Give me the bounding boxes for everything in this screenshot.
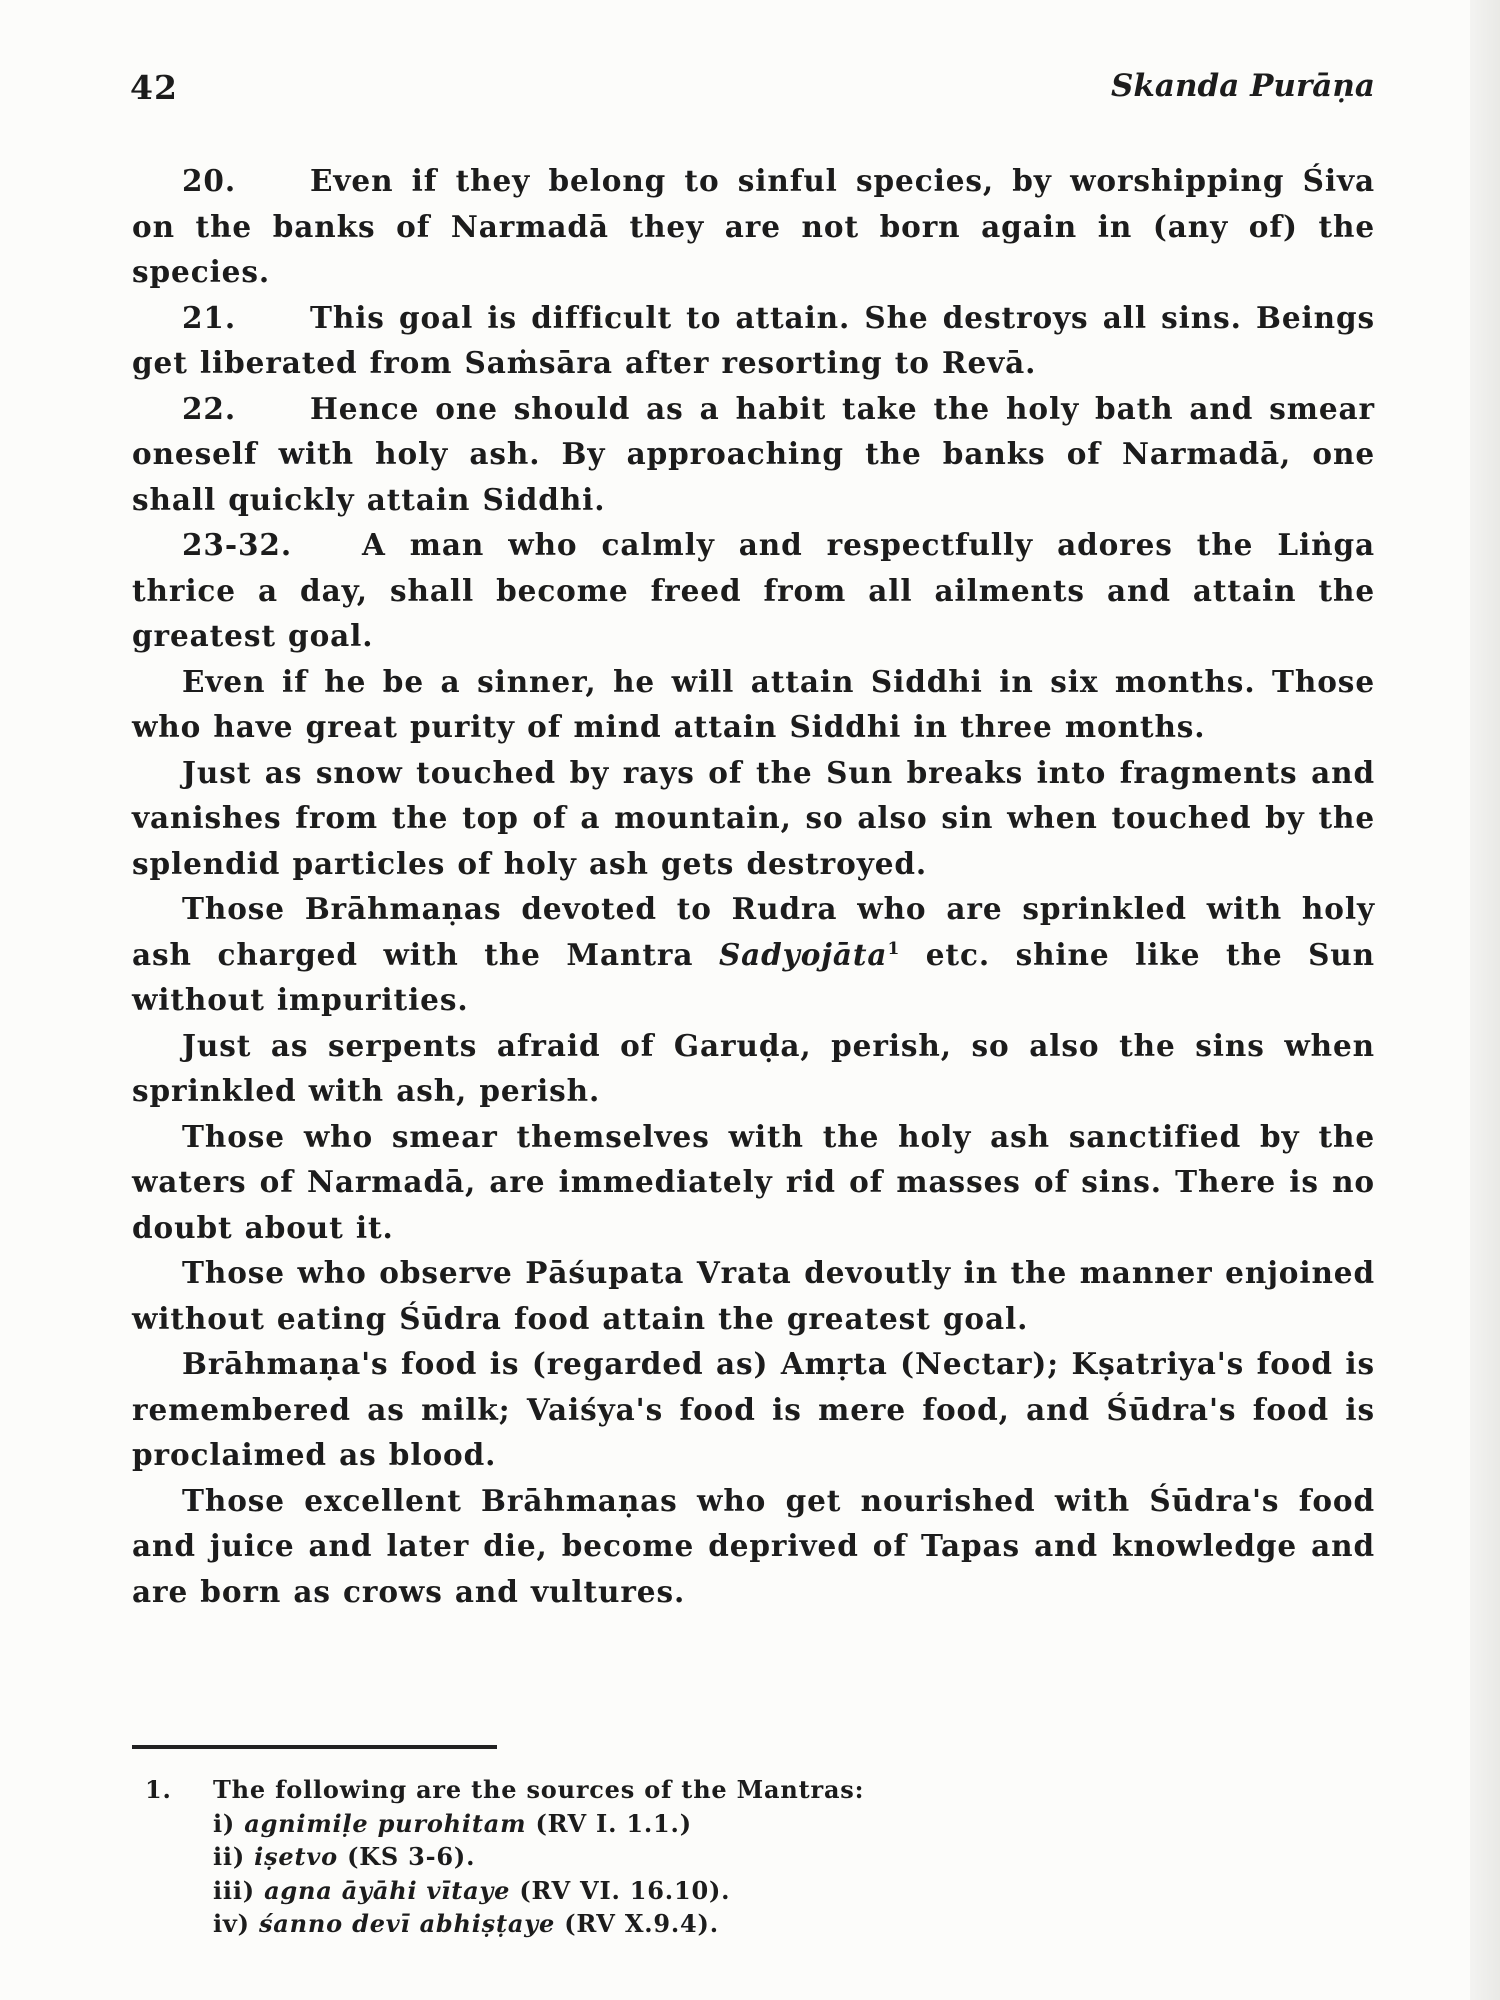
verse-number: 21. — [182, 299, 237, 335]
footnote-item — [145, 1840, 1245, 1874]
verse-text: Those who smear themselves with the holy ash sanctified by the waters of Narmadā, are immediately rid of masses of sins. There is no doubt about it. — [132, 1118, 1375, 1245]
page-number: 42 — [130, 68, 178, 107]
footnote-item — [145, 1807, 1245, 1841]
verse-text: Even if he be a sinner, he will attain Siddhi in six months. Those who have great purity of mind attain Siddhi in three months. — [132, 663, 1375, 744]
verse-paragraph — [132, 886, 1375, 1023]
footnote-source: (RV VI. 16.10). — [519, 1875, 731, 1905]
footnote-item-label: ii) — [213, 1842, 245, 1871]
footnote-item-label: iii) — [213, 1875, 255, 1905]
verse-paragraph — [132, 659, 1375, 750]
footnotes — [145, 1773, 1245, 1941]
footnote-mantra: agna āyāhi vītaye — [264, 1875, 511, 1905]
verse-paragraph — [132, 386, 1375, 523]
verse-text: etc. shine like the Sun without impurities. — [132, 936, 1375, 1017]
verse-text: Those excellent Brāhmaṇas who get nourished with Śūdra's food and juice and later die, become deprived of Tapas and knowledge and are born as crows and vultures. — [132, 1482, 1375, 1609]
verse-text: Hence one should as a habit take the holy bath and smear oneself with holy ash. By approaching the banks of Narmadā, one shall quickly attain Siddhi. — [132, 390, 1375, 517]
verse-number: 23-32. — [182, 527, 293, 562]
footnote-item — [145, 1907, 1245, 1941]
footnote-item-label: i) — [213, 1808, 236, 1838]
verse-text: Just as serpents afraid of Garuḍa, perish, so also the sins when sprinkled with ash, perish. — [132, 1027, 1375, 1108]
verse-paragraph — [132, 750, 1375, 887]
verse-number: 20. — [182, 163, 237, 198]
footnote-intro: The following are the sources of the Mantras: — [213, 1775, 865, 1804]
verse-text: Just as snow touched by rays of the Sun breaks into fragments and vanishes from the top of a mountain, so also sin when touched by the splendid particles of holy ash gets destroyed. — [132, 754, 1375, 881]
body-text — [132, 158, 1375, 1614]
page-header — [130, 68, 1375, 120]
mantra-name: Sadyojāta — [718, 936, 888, 972]
footnote-divider — [132, 1745, 497, 1749]
verse-paragraph — [132, 158, 1375, 295]
footnote-mantra: śanno devī abhiṣṭaye — [258, 1909, 556, 1938]
footnote-mantra: iṣetvo — [254, 1842, 338, 1871]
footnote-source: (RV I. 1.1.) — [535, 1808, 692, 1838]
footnote-mantra: agnimiḷe purohitam — [244, 1808, 527, 1838]
verse-number: 22. — [182, 390, 237, 426]
running-title: Skanda Purāṇa — [1111, 68, 1375, 104]
verse-text: A man who calmly and respectfully adores the Liṅga thrice a day, shall become freed from all ailments and attain the greatest goal. — [132, 527, 1375, 653]
verse-text: Those who observe Pāśupata Vrata devoutly in the manner enjoined without eating Śūdra food attain the greatest goal. — [132, 1255, 1375, 1336]
footnote-reference[interactable]: 1 — [887, 938, 901, 959]
footnote-item — [145, 1874, 1245, 1908]
footnote-source: (RV X.9.4). — [564, 1909, 719, 1938]
verse-paragraph — [132, 1023, 1375, 1114]
verse-paragraph — [132, 1478, 1375, 1615]
verse-text: Even if they belong to sinful species, by worshipping Śiva on the banks of Narmadā they are not born again in (any of) the species. — [132, 163, 1375, 289]
footnote-source: (KS 3-6). — [347, 1842, 476, 1871]
footnote-item-label: iv) — [213, 1909, 250, 1938]
verse-text: Those Brāhmaṇas devoted to Rudra who are sprinkled with holy ash charged with the Mantra — [132, 891, 1375, 972]
verse-paragraph — [132, 522, 1375, 659]
verse-text: This goal is difficult to attain. She destroys all sins. Beings get liberated from Saṁsāra after resorting to Revā. — [132, 299, 1375, 380]
footnote-heading — [145, 1773, 1245, 1807]
verse-paragraph — [132, 295, 1375, 386]
verse-text: Brāhmaṇa's food is (regarded as) Amṛta (Nectar); Kṣatriya's food is remembered as milk; Vaiśya's food is mere food, and Śūdra's food is proclaimed as blood. — [132, 1346, 1375, 1472]
verse-paragraph — [132, 1114, 1375, 1251]
verse-paragraph — [132, 1341, 1375, 1478]
verse-paragraph — [132, 1250, 1375, 1341]
footnote-marker: 1. — [145, 1775, 172, 1804]
